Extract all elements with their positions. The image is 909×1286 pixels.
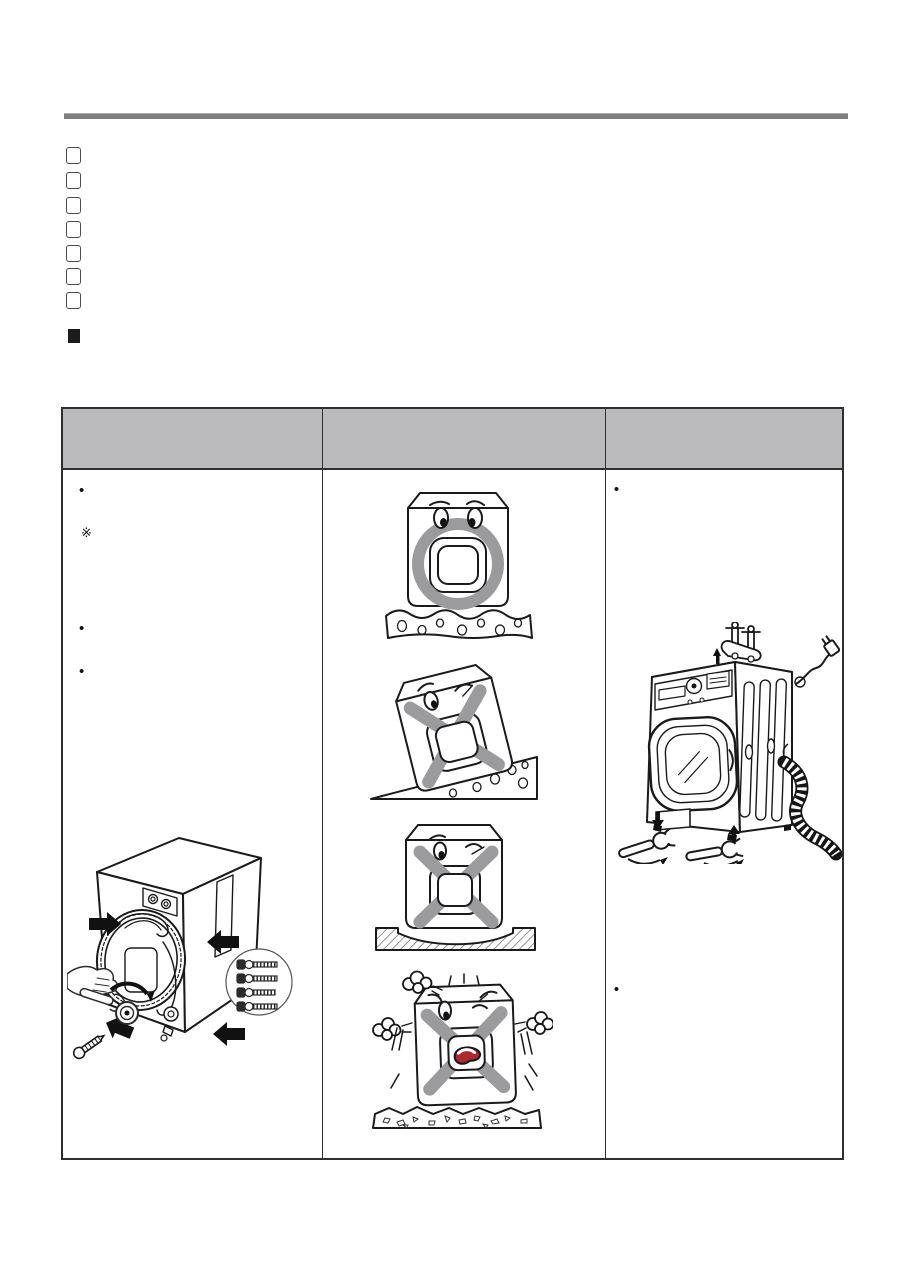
- checkbox-item-2[interactable]: [66, 172, 81, 189]
- bolt-detail-circle: [226, 949, 292, 1015]
- table-header-col2: [323, 409, 606, 468]
- table-header-col3: [606, 409, 842, 468]
- checkbox-item-6[interactable]: [66, 268, 81, 285]
- reference-mark-icon: ※: [81, 525, 92, 540]
- checkbox-item-3[interactable]: [66, 197, 81, 214]
- bullet-icon: •: [79, 482, 85, 499]
- sagging-board: [376, 928, 535, 950]
- checkbox-item-7[interactable]: [66, 292, 81, 309]
- table-header-col1: [63, 409, 323, 468]
- table-header-row: [63, 409, 842, 470]
- arrow-up-icon: [713, 648, 721, 664]
- display: [707, 671, 729, 689]
- section-divider-bar: [64, 113, 848, 119]
- section-square-bullet-icon: [68, 329, 80, 343]
- water-tap-icon: [721, 622, 760, 662]
- machine-connections-illustration: [610, 622, 842, 864]
- transit-bolt-icon: [72, 1031, 107, 1060]
- machine-top: [408, 493, 508, 508]
- machine-tilted-x-illustration: [365, 653, 545, 805]
- checkbox-item-5[interactable]: [66, 245, 81, 262]
- table-cell-right: [606, 470, 842, 1158]
- power-plug-icon: [795, 635, 840, 687]
- arrow-icon: [213, 1022, 245, 1046]
- bullet-icon: •: [79, 620, 85, 637]
- remove-transit-bolts-illustration: [67, 832, 294, 1069]
- checkbox-item-4[interactable]: [66, 221, 81, 238]
- bullet-icon: •: [613, 981, 620, 998]
- table-body-row: [63, 470, 842, 1158]
- bullet-icon: •: [613, 481, 620, 498]
- installation-table: [61, 407, 844, 1160]
- table-cell-middle: [323, 470, 606, 1158]
- checkbox-item-1[interactable]: [66, 147, 81, 164]
- door: [648, 716, 739, 812]
- wrench-icon: [685, 825, 744, 864]
- machine-on-sagging-floor-x-illustration: [368, 820, 543, 957]
- machine-vibrating-x-illustration: [363, 968, 553, 1140]
- bullet-icon: •: [79, 663, 85, 680]
- machine-on-foam-ok-illustration: [378, 484, 543, 646]
- table-cell-left: [63, 470, 323, 1158]
